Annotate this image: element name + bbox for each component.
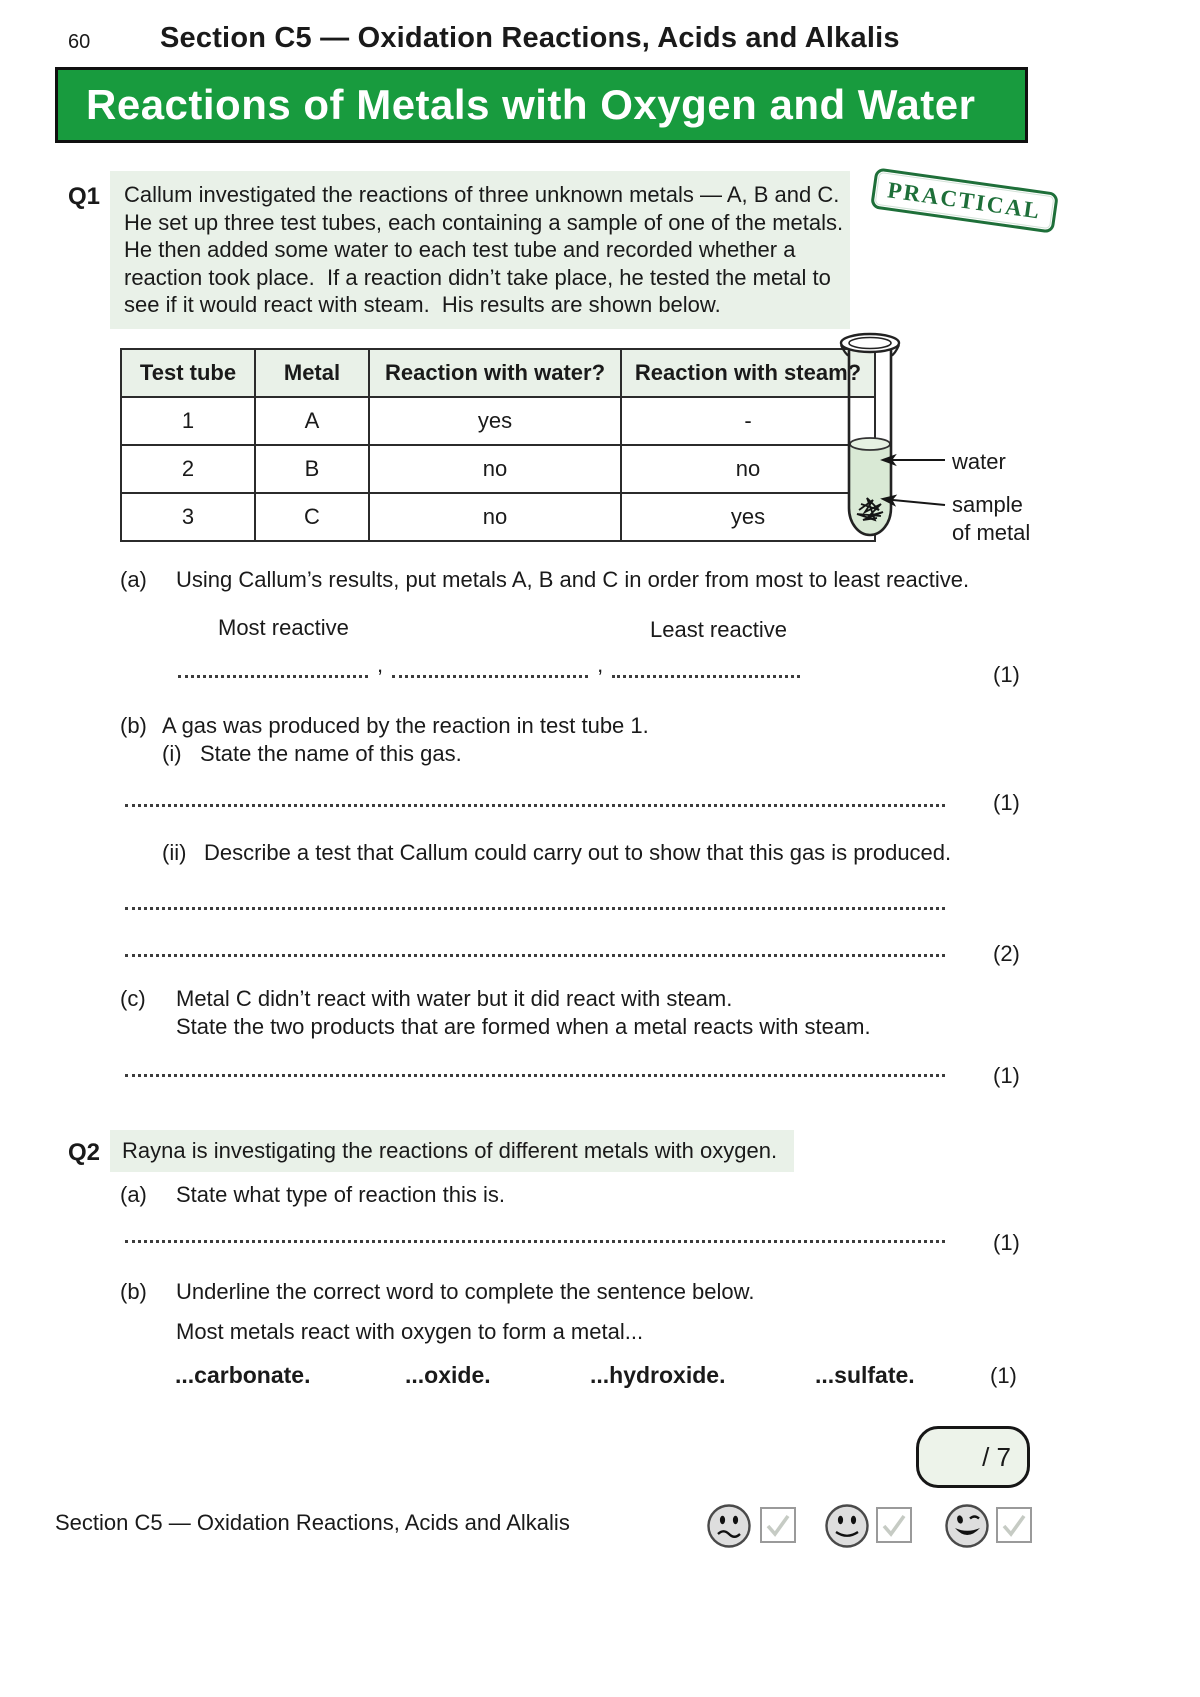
q1c-marks: (1) bbox=[993, 1063, 1020, 1088]
q1a-text: Using Callum’s results, put metals A, B and C in order from most to least reactive. bbox=[176, 567, 970, 592]
cell-metal: B bbox=[255, 445, 369, 493]
q2b-marks: (1) bbox=[990, 1363, 1017, 1388]
cell-steam: - bbox=[621, 397, 875, 445]
q2a-label: (a) bbox=[120, 1182, 147, 1207]
score-box[interactable] bbox=[916, 1426, 1030, 1488]
cell-water: no bbox=[369, 445, 621, 493]
smiley-happy-wink-icon bbox=[943, 1502, 991, 1550]
col-header-reaction-steam: Reaction with steam? bbox=[621, 349, 875, 397]
q1bii-marks: (2) bbox=[993, 941, 1020, 966]
table-row bbox=[121, 445, 875, 493]
score-total: / 7 bbox=[982, 1442, 1011, 1472]
col-header-test-tube: Test tube bbox=[121, 349, 255, 397]
cell-water: no bbox=[369, 493, 621, 541]
section-header: Section C5 — Oxidation Reactions, Acids and Alkalis bbox=[160, 22, 900, 54]
table-header-row bbox=[121, 349, 875, 397]
q1-intro-line: Callum investigated the reactions of three unknown metals — A, B and C. bbox=[124, 182, 840, 207]
table-row bbox=[121, 493, 875, 541]
q1bi-label: (i) bbox=[162, 741, 182, 766]
self-assessment-checkbox-ok[interactable] bbox=[876, 1507, 912, 1543]
page-number: 60 bbox=[68, 31, 91, 53]
q2b-label: (b) bbox=[120, 1279, 147, 1304]
practical-stamp: PRACTICAL bbox=[870, 167, 1059, 233]
results-table bbox=[120, 348, 876, 542]
q2-label: Q2 bbox=[68, 1139, 101, 1166]
separator-comma: , bbox=[377, 652, 384, 677]
answer-blank-most-reactive[interactable] bbox=[178, 653, 368, 678]
q2a-marks: (1) bbox=[993, 1230, 1020, 1255]
topic-banner bbox=[55, 67, 1028, 143]
q1bi-marks: (1) bbox=[993, 790, 1020, 815]
page-title: Reactions of Metals with Oxygen and Water bbox=[86, 81, 976, 128]
q1-label: Q1 bbox=[68, 183, 101, 210]
cell-water: yes bbox=[369, 397, 621, 445]
q1a-label: (a) bbox=[120, 567, 147, 592]
test-tube-diagram bbox=[833, 332, 953, 546]
answer-blank-middle[interactable] bbox=[392, 653, 588, 678]
answer-line[interactable] bbox=[125, 782, 945, 807]
option-carbonate[interactable]: ...carbonate. bbox=[175, 1362, 311, 1388]
smiley-unsure-icon bbox=[705, 1502, 753, 1550]
q1b-text: A gas was produced by the reaction in test tube 1. bbox=[162, 713, 649, 738]
of-metal-label: of metal bbox=[952, 520, 1031, 545]
answer-line[interactable] bbox=[125, 1218, 945, 1243]
q1-intro bbox=[110, 171, 850, 329]
q1c-line2: State the two products that are formed when a metal reacts with steam. bbox=[176, 1014, 871, 1039]
q1b-label: (b) bbox=[120, 713, 147, 738]
q2-intro: Rayna is investigating the reactions of different metals with oxygen. bbox=[122, 1138, 778, 1163]
option-oxide[interactable]: ...oxide. bbox=[405, 1362, 491, 1388]
cell-steam: yes bbox=[621, 493, 875, 541]
smiley-ok-icon bbox=[823, 1502, 871, 1550]
reactivity-order-blanks bbox=[178, 652, 800, 678]
q1-intro-line: see if it would react with steam. His results are shown below. bbox=[124, 292, 721, 317]
self-assessment-checkbox-unsure[interactable] bbox=[760, 1507, 796, 1543]
sample-label: sample bbox=[952, 492, 1023, 517]
cell-steam: no bbox=[621, 445, 875, 493]
checkmark-icon bbox=[998, 1509, 1030, 1541]
separator-comma: , bbox=[597, 652, 604, 677]
cell-tube: 1 bbox=[121, 397, 255, 445]
cell-metal: A bbox=[255, 397, 369, 445]
option-hydroxide[interactable]: ...hydroxide. bbox=[590, 1362, 726, 1388]
q1c-label: (c) bbox=[120, 986, 146, 1011]
q1bi-text: State the name of this gas. bbox=[200, 741, 462, 766]
option-sulfate[interactable]: ...sulfate. bbox=[815, 1362, 915, 1388]
least-reactive-label: Least reactive bbox=[650, 617, 787, 642]
q2b-sentence: Most metals react with oxygen to form a metal... bbox=[176, 1319, 644, 1344]
q1bii-text: Describe a test that Callum could carry out to show that this gas is produced. bbox=[204, 840, 952, 865]
q1a-marks: (1) bbox=[993, 662, 1020, 687]
q1bii-label: (ii) bbox=[162, 840, 187, 865]
answer-line[interactable] bbox=[125, 885, 945, 910]
q2-intro-box bbox=[110, 1130, 794, 1172]
q1-intro-line: He then added some water to each test tube and recorded whether a bbox=[124, 237, 796, 262]
self-assessment-checkbox-happy[interactable] bbox=[996, 1507, 1032, 1543]
q1-intro-line: reaction took place. If a reaction didn’t take place, he tested the metal to bbox=[124, 264, 831, 290]
cell-tube: 2 bbox=[121, 445, 255, 493]
answer-line[interactable] bbox=[125, 932, 945, 957]
col-header-metal: Metal bbox=[255, 349, 369, 397]
q1c-line1: Metal C didn’t react with water but it did react with steam. bbox=[176, 986, 733, 1011]
footer-section-title: Section C5 — Oxidation Reactions, Acids and Alkalis bbox=[55, 1510, 570, 1535]
answer-line[interactable] bbox=[125, 1052, 945, 1077]
water-label: water bbox=[952, 449, 1006, 474]
cell-metal: C bbox=[255, 493, 369, 541]
q2a-text: State what type of reaction this is. bbox=[176, 1182, 505, 1207]
most-reactive-label: Most reactive bbox=[218, 615, 349, 640]
answer-blank-least-reactive[interactable] bbox=[612, 653, 800, 678]
cell-tube: 3 bbox=[121, 493, 255, 541]
checkmark-icon bbox=[762, 1509, 794, 1541]
q1-intro-line: He set up three test tubes, each containing a sample of one of the metals. bbox=[124, 209, 844, 235]
table-row bbox=[121, 397, 875, 445]
q2b-text: Underline the correct word to complete the sentence below. bbox=[176, 1279, 755, 1304]
checkmark-icon bbox=[878, 1509, 910, 1541]
col-header-reaction-water: Reaction with water? bbox=[369, 349, 621, 397]
